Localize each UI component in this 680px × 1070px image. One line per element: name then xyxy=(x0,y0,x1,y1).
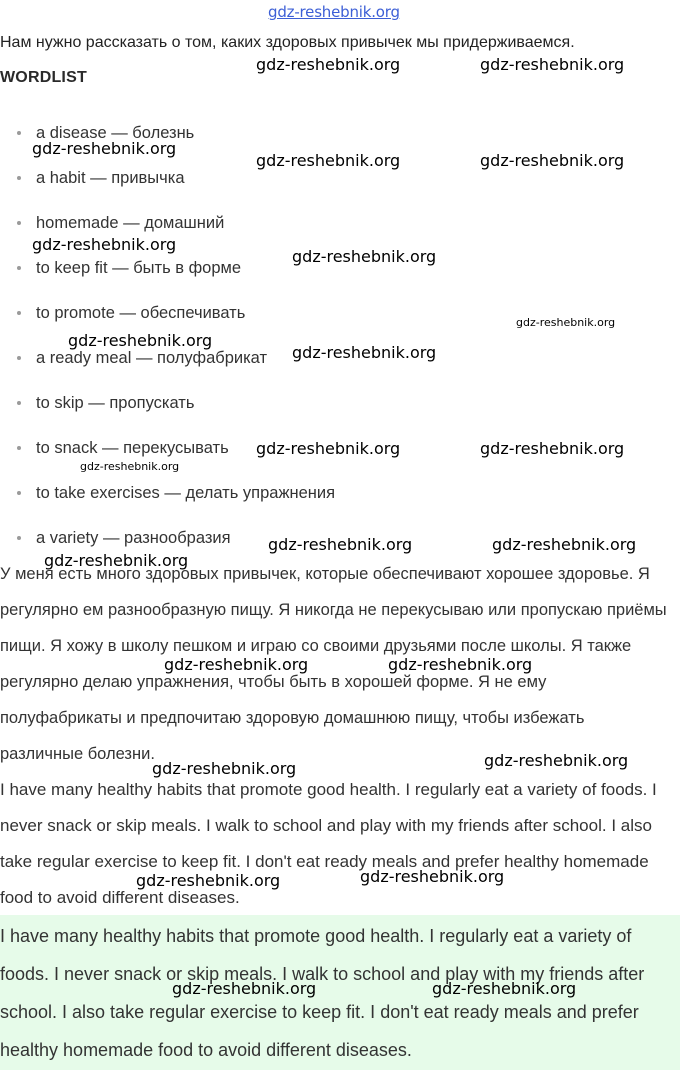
task-description: Нам нужно рассказать о том, каких здоровых привычек мы придерживаемся. xyxy=(0,34,575,51)
english-answer-text: I have many healthy habits that promote good health. I regularly eat a variety of foods. I never snack or skip meals. I walk to school and play with my friends after school. I also take regular exercise to keep fit. I don't eat ready meals and prefer healthy homemade food to avoid different diseases. xyxy=(0,780,657,907)
highlighted-answer-box xyxy=(0,915,680,1070)
list-item xyxy=(0,478,335,523)
wordlist-entry: to snack — перекусывать xyxy=(36,439,229,457)
list-item xyxy=(0,298,335,343)
list-item xyxy=(0,343,335,388)
wordlist-entry: a variety — разнообразия xyxy=(36,529,231,547)
wordlist-entry: a habit — привычка xyxy=(36,169,185,187)
watermark-text: gdz-reshebnik.org xyxy=(484,751,629,770)
watermark-text: gdz-reshebnik.org xyxy=(432,979,577,998)
bullet-icon xyxy=(17,356,21,360)
watermark-text: gdz-reshebnik.org xyxy=(68,331,213,350)
watermark-text: gdz-reshebnik.org xyxy=(480,439,625,458)
watermark-text: gdz-reshebnik.org xyxy=(256,55,401,74)
bullet-icon xyxy=(17,221,21,225)
wordlist-entry: to take exercises — делать упражнения xyxy=(36,484,336,502)
wordlist-entry: a disease — болезнь xyxy=(36,124,195,142)
watermark-text: gdz-reshebnik.org xyxy=(360,867,505,886)
wordlist xyxy=(0,118,335,568)
wordlist-entry: to skip — пропускать xyxy=(36,394,195,412)
russian-answer-text: У меня есть много здоровых привычек, которые обеспечивают хорошее здоровье. Я регулярно ем разнообразную пищу. Я никогда не перекусываю или пропускаю приёмы пищи. Я хожу в школу пешком и играю со своими друзьями после школы. Я также регулярно делаю упражнения, чтобы быть в хорошей форме. Я не ему полуфабрикаты и предпочитаю здоровую домашнюю пищу, чтобы избежать различные болезни. xyxy=(0,565,667,763)
list-item xyxy=(0,253,335,298)
watermark-text: gdz-reshebnik.org xyxy=(388,655,533,674)
list-item xyxy=(0,208,335,253)
list-item xyxy=(0,433,335,478)
list-item xyxy=(0,118,335,163)
list-item xyxy=(0,163,335,208)
wordlist-heading: WORDLIST xyxy=(0,69,87,86)
site-link[interactable]: gdz-reshebnik.org xyxy=(268,3,400,21)
bullet-icon xyxy=(17,266,21,270)
watermark-text: gdz-reshebnik.org xyxy=(516,316,616,329)
watermark-text: gdz-reshebnik.org xyxy=(268,535,413,554)
bullet-icon xyxy=(17,131,21,135)
watermark-text: gdz-reshebnik.org xyxy=(480,55,625,74)
watermark-text: gdz-reshebnik.org xyxy=(292,343,437,362)
watermark-text: gdz-reshebnik.org xyxy=(44,551,189,570)
watermark-text: gdz-reshebnik.org xyxy=(164,655,309,674)
watermark-text: gdz-reshebnik.org xyxy=(480,151,625,170)
bullet-icon xyxy=(17,176,21,180)
wordlist-entry: homemade — домашний xyxy=(36,214,225,232)
watermark-text: gdz-reshebnik.org xyxy=(136,871,281,890)
wordlist-entry: to promote — обеспечивать xyxy=(36,304,246,322)
watermark-text: gdz-reshebnik.org xyxy=(80,460,180,473)
bullet-icon xyxy=(17,491,21,495)
watermark-text: gdz-reshebnik.org xyxy=(32,235,177,254)
watermark-text: gdz-reshebnik.org xyxy=(256,151,401,170)
watermark-text: gdz-reshebnik.org xyxy=(152,759,297,778)
highlighted-answer-text: I have many healthy habits that promote good health. I regularly eat a variety of foods. I never snack or skip meals. I walk to school and play with my friends after school. I also take regular exercise to keep fit. I don't eat ready meals and prefer healthy homemade food to avoid different diseases. xyxy=(0,926,645,1060)
list-item xyxy=(0,388,335,433)
watermark-text: gdz-reshebnik.org xyxy=(292,247,437,266)
watermark-text: gdz-reshebnik.org xyxy=(32,139,177,158)
watermark-text: gdz-reshebnik.org xyxy=(172,979,317,998)
watermark-text: gdz-reshebnik.org xyxy=(256,439,401,458)
bullet-icon xyxy=(17,311,21,315)
bullet-icon xyxy=(17,536,21,540)
bullet-icon xyxy=(17,446,21,450)
wordlist-entry: to keep fit — быть в форме xyxy=(36,259,242,277)
wordlist-entry: a ready meal — полуфабрикат xyxy=(36,349,268,367)
watermark-text: gdz-reshebnik.org xyxy=(492,535,637,554)
bullet-icon xyxy=(17,401,21,405)
